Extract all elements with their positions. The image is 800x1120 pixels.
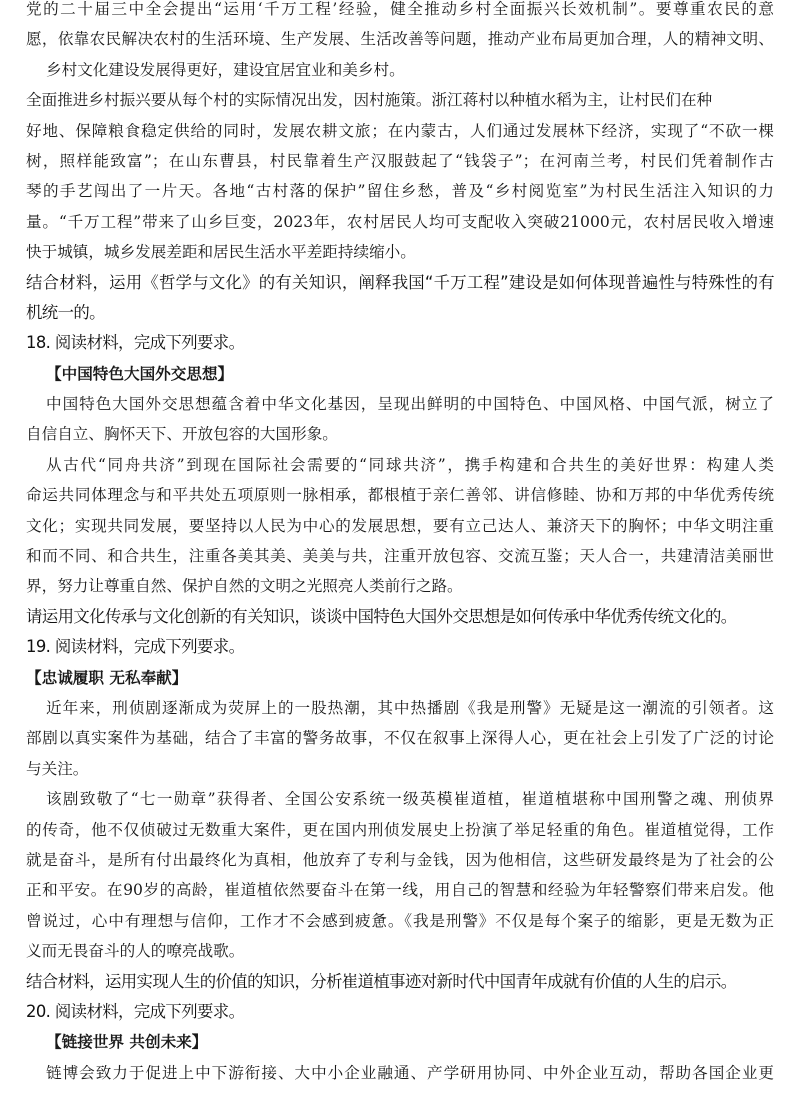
text-line: 中国特色大国外交思想蕴含着中华文化基因，呈现出鲜明的中国特色、中国风格、中国气派，树立了 xyxy=(46,395,774,414)
text-line: 义而无畏奋斗的人的嘹亮战歌。 xyxy=(26,942,245,961)
text-line: 界，努力让尊重自然、保护自然的文明之光照亮人类前行之路。 xyxy=(26,577,463,596)
text-line: 树，照样能致富”；在山东曹县，村民靠着生产汉服鼓起了“钱袋子”；在河南兰考，村民们凭着制作古 xyxy=(26,151,774,170)
text-line: 文化；实现共同发展，要坚持以人民为中心的发展思想，要有立己达人、兼济天下的胸怀；中华文明注重 xyxy=(26,516,774,535)
text-line: 链博会致力于促进上中下游衔接、大中小企业融通、产学研用协同、中外企业互动，帮助各国企业更 xyxy=(46,1063,774,1082)
question-17-prompt: 结合材料，运用《哲学与文化》的有关知识，阐释我国“千万工程”建设是如何体现普遍性与特殊性的有 xyxy=(26,272,774,292)
text-line: 该剧致敬了“七一勋章”获得者、全国公安系统一级英模崔道植，崔道植堪称中国刑警之魂、刑侦界 xyxy=(46,790,774,809)
text-line: 正和平安。在90岁的高龄，崔道植依然要奋斗在第一线，用自己的智慧和经验为年轻警察们带来启发。他 xyxy=(26,881,774,900)
question-19-prompt: 结合材料，运用实现人生的价值的知识，分析崔道植事迹对新时代中国青年成就有价值的人生的启示。 xyxy=(26,971,737,991)
document-page xyxy=(26,0,774,1088)
text-line: 快于城镇，城乡发展差距和居民生活水平差距持续缩小。 xyxy=(26,243,416,262)
text-line: 与关注。 xyxy=(26,759,89,778)
text-line: 量。“千万工程”带来了山乡巨变，2023年，农村居民人均可支配收入突破21000元，农村居民收入增速 xyxy=(26,212,774,231)
question-19-heading: 19. 阅读材料，完成下列要求。 xyxy=(26,637,245,657)
material-title: 【忠诚履职 无私奉献】 xyxy=(26,667,188,687)
text-line: 愿，依靠农民解决农村的生活环境、生产发展、生活改善等问题，推动产业布局更加合理，人的精神文明、 xyxy=(26,30,774,49)
text-line: 命运共同体理念与和平共处五项原则一脉相承，都根植于亲仁善邻、讲信修睦、协和万邦的中华优秀传统 xyxy=(26,486,774,505)
material-title: 【链接世界 共创未来】 xyxy=(46,1032,208,1052)
question-18-prompt: 请运用文化传承与文化创新的有关知识，谈谈中国特色大国外交思想是如何传承中华优秀传统文化的。 xyxy=(26,606,737,626)
text-line: 的传奇，他不仅侦破过无数重大案件，更在国内刑侦发展史上扮演了举足轻重的角色。崔道植觉得，工作 xyxy=(26,820,774,839)
text-line: 琴的手艺闯出了一片天。各地“古村落的保护”留住乡愁，普及“乡村阅览室”为村民生活注入知识的力 xyxy=(26,182,774,201)
material-title: 【中国特色大国外交思想】 xyxy=(46,363,234,383)
question-20-heading: 20. 阅读材料，完成下列要求。 xyxy=(26,1001,245,1021)
text-line: 党的二十届三中全会提出“运用‘千万工程’经验，健全推动乡村全面振兴长效机制”。要尊重农民的意 xyxy=(26,0,774,18)
text-line: 全面推进乡村振兴要从每个村的实际情况出发，因村施策。浙江蒋村以种植水稻为主，让村民们在种 xyxy=(26,91,713,110)
text-line: 从古代“同舟共济”到现在国际社会需要的“同球共济”，携手构建和合共生的美好世界：构建人类 xyxy=(46,455,774,474)
text-line: 和而不同、和合共生，注重各美其美、美美与共，注重开放包容、交流互鉴；天人合一，共建清洁美丽世 xyxy=(26,547,774,566)
question-17-prompt: 机统一的。 xyxy=(26,302,105,322)
text-line: 近年来，刑侦剧逐渐成为荧屏上的一股热潮，其中热播剧《我是刑警》无疑是这一潮流的引领者。这 xyxy=(46,698,774,717)
text-line: 自信自立、胸怀天下、开放包容的大国形象。 xyxy=(26,425,338,444)
text-line: 曾说过，心中有理想与信仰，工作才不会感到疲惫。《我是刑警》不仅是每个案子的缩影，更是无数为正 xyxy=(26,911,774,930)
text-line: 部剧以真实案件为基础，结合了丰富的警务故事，不仅在叙事上深得人心，更在社会上引发了广泛的讨论 xyxy=(26,729,774,748)
text-line: 乡村文化建设发展得更好，建设宜居宜业和美乡村。 xyxy=(46,60,405,79)
question-18-heading: 18. 阅读材料，完成下列要求。 xyxy=(26,333,245,353)
text-line: 好地、保障粮食稳定供给的同时，发展农耕文旅；在内蒙古，人们通过发展林下经济，实现了“不砍一棵 xyxy=(26,121,774,140)
text-line: 就是奋斗，是所有付出最终化为真相，他放弃了专利与金钱，因为他相信，这些研发最终是为了社会的公 xyxy=(26,850,774,869)
